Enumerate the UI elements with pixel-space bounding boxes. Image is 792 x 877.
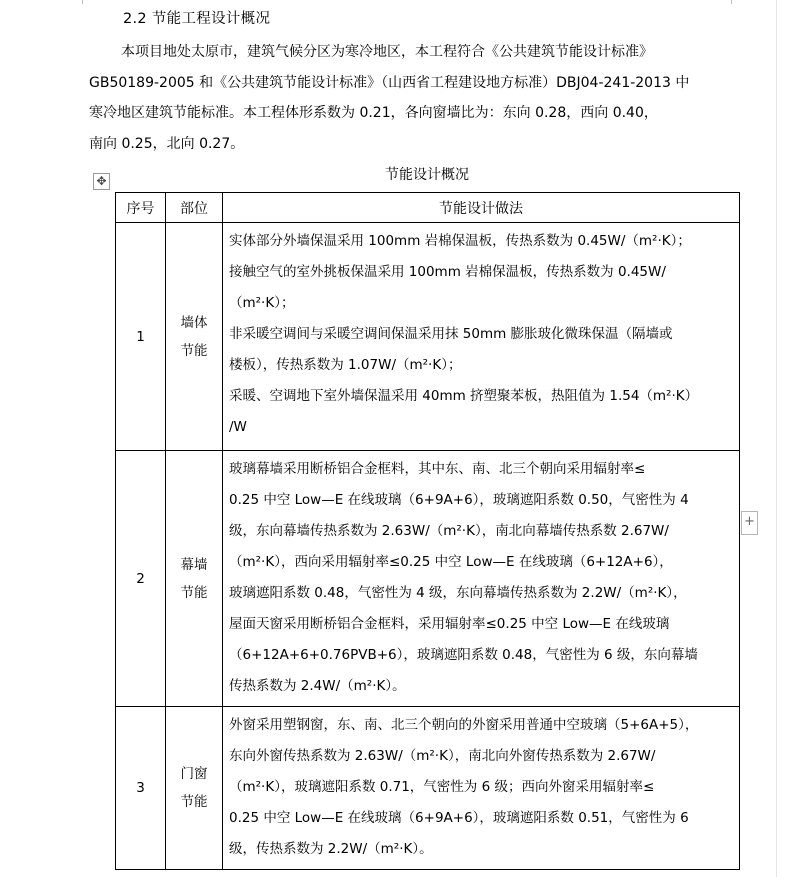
method-line: （m²·K）；	[229, 295, 295, 311]
paragraph-line: GB50189-2005 和《公共建筑节能设计标准》（山西省工程建设地方标准）DBJ04-241-2013 中	[89, 74, 690, 91]
move-arrows-icon: ✥	[96, 174, 107, 188]
table-move-handle[interactable]	[93, 173, 110, 190]
header-no[interactable]: 序号	[116, 193, 166, 223]
method-line: /W	[229, 419, 247, 435]
row-number[interactable]: 3	[116, 707, 166, 870]
paragraph-line: 南向 0.25，北向 0.27。	[89, 135, 245, 152]
header-part[interactable]: 部位	[166, 193, 223, 223]
method-line: 传热系数为 2.4W/（m²·K）。	[229, 678, 406, 694]
section-paragraph[interactable]	[89, 37, 739, 159]
method-line: 楼板），传热系数为 1.07W/（m²·K）；	[229, 357, 462, 373]
method-line: 采暖、空调地下室外墙保温采用 40mm 挤塑聚苯板，热阻值为 1.54（m²·K）	[229, 388, 699, 404]
method-line: 接触空气的室外挑板保温采用 100mm 岩棉保温板，传热系数为 0.45W/	[229, 264, 666, 280]
method-line: 非采暖空调间与采暖空调间保温采用抹 50mm 膨胀玻化微珠保温（隔墙或	[229, 326, 673, 342]
method-line: 0.25 中空 Low—E 在线玻璃（6+9A+6），玻璃遮阳系数 0.51，气密性为 6	[229, 810, 689, 826]
table-header-row	[116, 193, 740, 223]
row-method[interactable]	[223, 223, 740, 451]
part-line: 门窗	[180, 766, 208, 782]
page-corner-mark-left	[66, 0, 83, 4]
part-line: 幕墙	[180, 556, 208, 573]
header-method[interactable]: 节能设计做法	[223, 193, 740, 223]
method-line: 玻璃遮阳系数 0.48，气密性为 4 级，东向幕墙传热系数为 2.2W/（m²·K），	[229, 585, 687, 601]
table-row	[116, 223, 740, 451]
plus-icon: +	[744, 514, 755, 529]
table-add-column-handle[interactable]	[741, 511, 758, 535]
method-line: 级，东向幕墙传热系数为 2.63W/（m²·K），南北向幕墙传热系数 2.67W/	[229, 523, 669, 539]
method-line: （m²·K），西向采用辐射率≤0.25 中空 Low—E 在线玻璃（6+12A+6），	[229, 554, 673, 570]
method-line: 屋面天窗采用断桥铝合金框料，采用辐射率≤0.25 中空 Low—E 在线玻璃	[229, 616, 670, 632]
part-line: 节能	[180, 342, 208, 359]
method-line: 外窗采用塑钢窗，东、南、北三个朝向的外窗采用普通中空玻璃（5+6A+5），	[229, 717, 699, 733]
page-edge-line	[776, 0, 778, 877]
row-part[interactable]	[166, 223, 223, 451]
page-corner-mark-right	[731, 0, 748, 4]
row-method[interactable]	[223, 707, 740, 870]
row-part[interactable]	[166, 451, 223, 707]
table-row	[116, 707, 740, 870]
method-line: 玻璃幕墙采用断桥铝合金框料，其中东、南、北三个朝向采用辐射率≤	[229, 461, 646, 477]
energy-design-table[interactable]	[115, 192, 740, 870]
table-row	[116, 451, 740, 707]
method-line: 实体部分外墙保温采用 100mm 岩棉保温板，传热系数为 0.45W/（m²·K）；	[229, 233, 691, 249]
row-part[interactable]	[166, 707, 223, 870]
row-method[interactable]	[223, 451, 740, 707]
section-heading[interactable]: 2.2 节能工程设计概况	[123, 11, 271, 27]
method-line: （6+12A+6+0.76PVB+6），玻璃遮阳系数 0.48，气密性为 6 级，东向幕墙	[229, 647, 698, 663]
part-line: 墙体	[180, 314, 208, 331]
part-line: 节能	[180, 794, 208, 810]
part-line: 节能	[180, 584, 208, 601]
table-caption[interactable]: 节能设计概况	[385, 167, 469, 183]
method-line: （m²·K），玻璃遮阳系数 0.71，气密性为 6 级；西向外窗采用辐射率≤	[229, 779, 655, 795]
row-number[interactable]: 1	[116, 223, 166, 451]
method-line: 级，传热系数为 2.2W/（m²·K）。	[229, 841, 433, 857]
method-line: 东向外窗传热系数为 2.63W/（m²·K），南北向外窗传热系数为 2.67W/	[229, 748, 656, 764]
row-number[interactable]: 2	[116, 451, 166, 707]
paragraph-line: 寒冷地区建筑节能标准。本工程体形系数为 0.21，各向窗墙比为：东向 0.28，西向 0.40，	[89, 105, 658, 121]
method-line: 0.25 中空 Low—E 在线玻璃（6+9A+6），玻璃遮阳系数 0.50，气密性为 4	[229, 492, 689, 508]
paragraph-line: 本项目地处太原市，建筑气候分区为寒冷地区，本工程符合《公共建筑节能设计标准》	[121, 44, 653, 60]
